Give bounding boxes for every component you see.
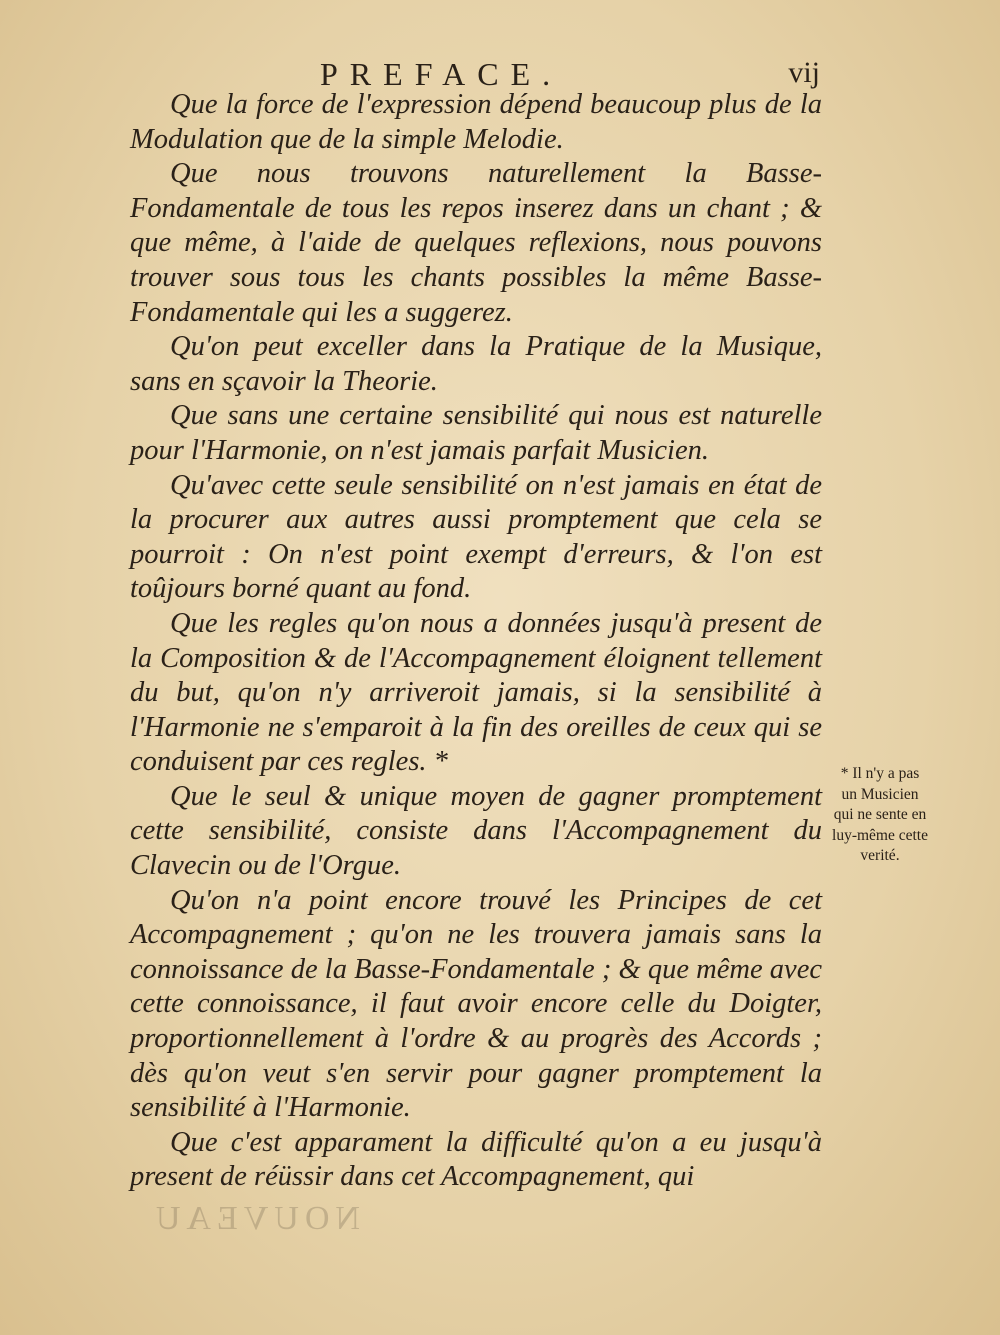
body-text [130,88,822,1195]
paragraph: Que sans une certaine sensibilité qui nous est naturelle pour l'Harmonie, on n'est jamais parfait Musicien. [130,400,822,466]
paragraph: Que c'est apparament la difficulté qu'on a eu jusqu'à present de réüssir dans cet Accompagnement, qui [130,1126,822,1193]
paragraph: Qu'avec cette seule sensibilité on n'est jamais en état de la procurer aux autres aussi promptement que cela se pourroit : On n'est point exempt d'erreurs, & l'on est toûjours borné quant au fond. [130,469,822,605]
paragraph: Que nous trouvons naturellement la Basse-Fondamentale de tous les repos inserez dans un chant ; & que même, à l'aide de quelques reflexions, nous pouvons trouver sous tous les chants possibles la même Basse-Fondamentale qui les a suggerez. [130,158,822,328]
page-number: vij [788,56,820,89]
paragraph: Que le seul & unique moyen de gagner promptement cette sensibilité, consiste dans l'Accompagnement du Clavecin ou de l'Orgue. [130,780,822,882]
margin-note: * Il n'y a pas un Musicien qui ne sente en luy-même cette verité. [832,765,928,864]
paragraph: Que la force de l'expression dépend beaucoup plus de la Modulation que de la simple Melodie. [130,89,822,155]
paragraph: Qu'on n'a point encore trouvé les Principes de cet Accompagnement ; qu'on ne les trouvera jamais sans la connoissance de la Basse-Fondamentale ; & que même avec cette connoissance, il faut avoir encore celle du Doigter, proportionnellement à l'ordre & au progrès des Accords ; dès qu'on veut s'en servir pour gagner promptement la sensibilité à l'Harmonie. [130,884,822,1124]
paragraph: Que les regles qu'on nous a données jusqu'à present de la Composition & de l'Accompagnement éloignent tellement du but, qu'on n'y arriveroit jamais, si la sensibilité à l'Harmonie ne s'emparoit à la fin des oreilles de ceux qui se conduisent par ces regles. * [130,607,822,778]
paragraph: Qu'on peut exceller dans la Pratique de la Musique, sans en sçavoir la Theorie. [130,331,822,397]
bleed-through-text: NOUVEAU [149,1200,360,1237]
running-head: PREFACE. [320,56,563,92]
